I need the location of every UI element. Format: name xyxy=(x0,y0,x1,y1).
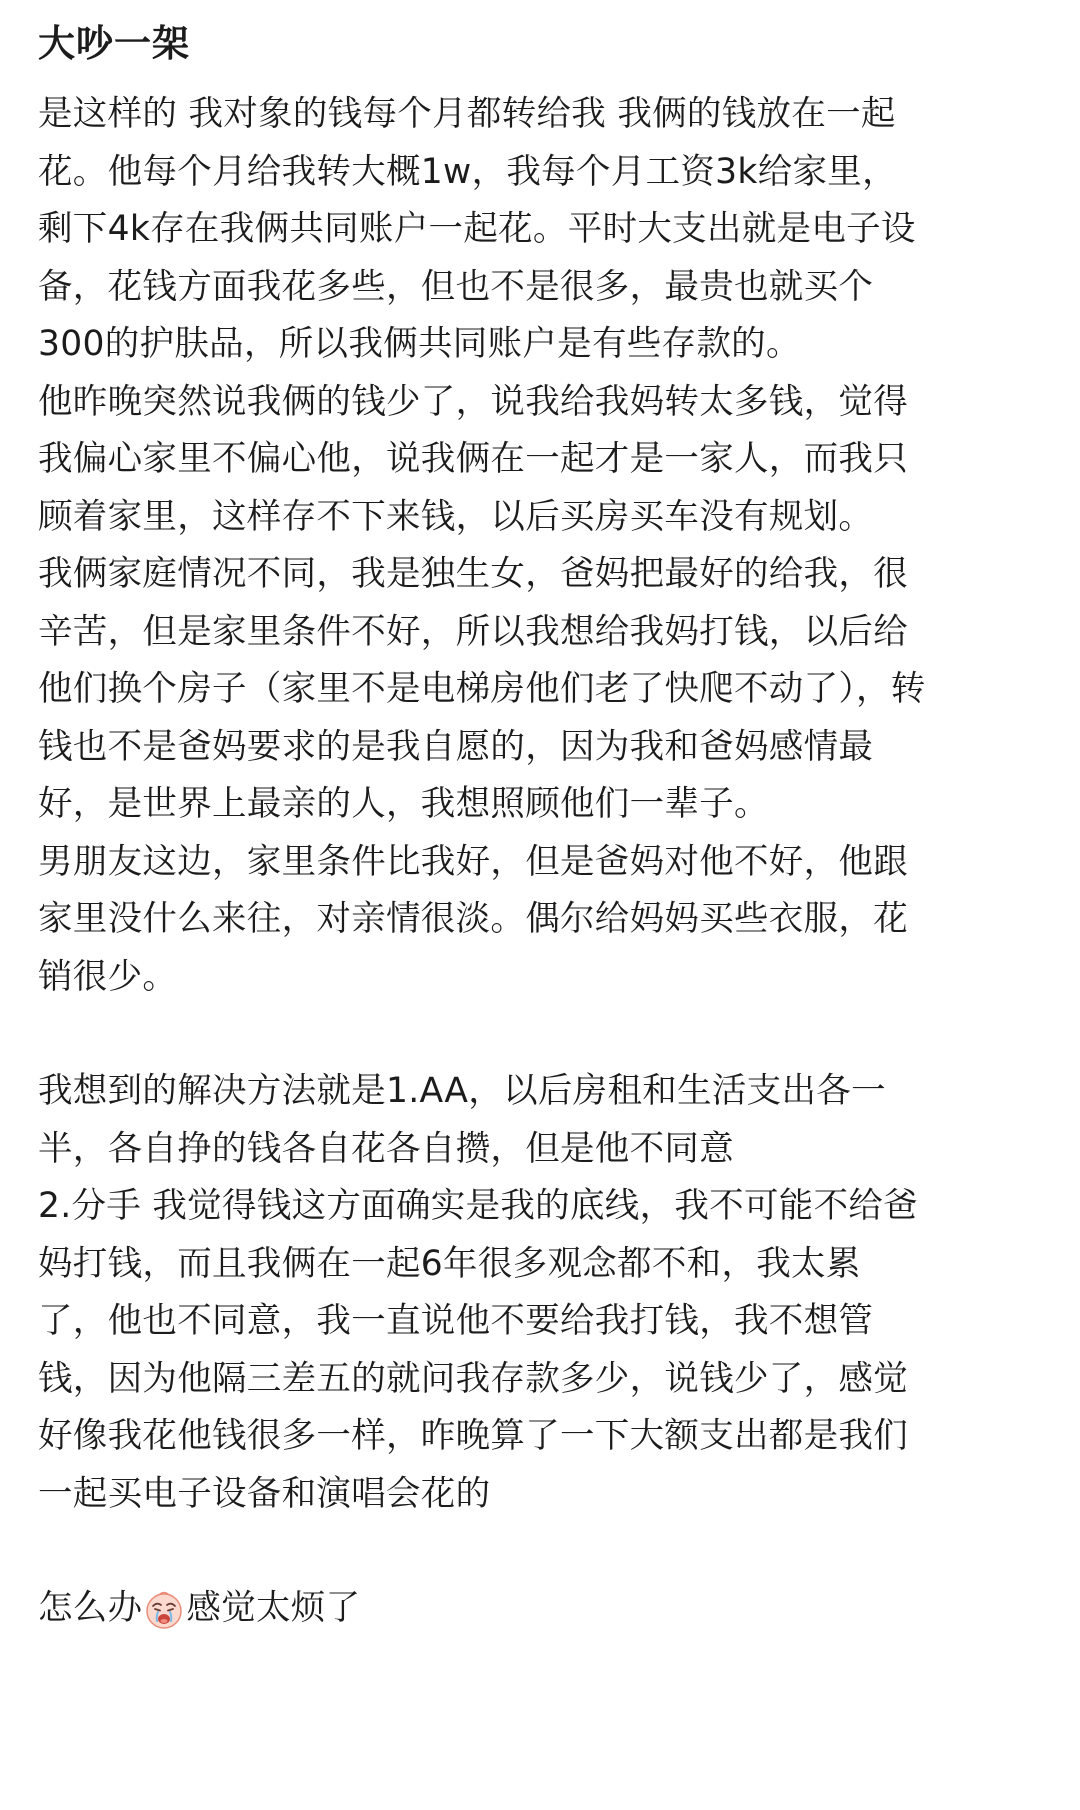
paragraph-5: 我想到的解决方法就是1.AA，以后房租和生活支出各一 半，各自挣的钱各自花各自攒，但是他不同意 xyxy=(38,1071,886,1169)
post-content xyxy=(38,86,1048,1638)
post xyxy=(38,0,1048,1638)
crying-face-icon xyxy=(144,1590,184,1630)
paragraph-3: 我俩家庭情况不同，我是独生女，爸妈把最好的给我，很 辛苦，但是家里条件不好，所以我想给我妈打钱，以后给 他们换个房子（家里不是电梯房他们老了快爬不动了），转 钱也不是爸妈要求的是我自愿的，因为我和爸妈感情最 好，是世界上最亲的人，我想照顾他们一辈子。 xyxy=(38,554,926,824)
post-title: 大吵一架 xyxy=(38,22,190,65)
blank-line xyxy=(38,1523,1048,1580)
closing-text-end: 感觉太烦了 xyxy=(186,1588,361,1628)
paragraph-1: 是这样的 我对象的钱每个月都转给我 我俩的钱放在一起 花。他每个月给我转大概1w，我每个月工资3k给家里， 剩下4k存在我俩共同账户一起花。平时大支出就是电子设 备，花钱方面我花多些，但也不是很多，最贵也就买个 300的护肤品，所以我俩共同账户是有些存款的。 xyxy=(38,94,916,364)
closing-text-start: 怎么办 xyxy=(38,1588,143,1628)
paragraph-4: 男朋友这边，家里条件比我好，但是爸妈对他不好，他跟 家里没什么来往，对亲情很淡。偶尔给妈妈买些衣服，花 销很少。 xyxy=(38,841,908,997)
blank-line xyxy=(38,1006,1048,1063)
paragraph-6: 2.分手 我觉得钱这方面确实是我的底线，我不可能不给爸 妈打钱，而且我俩在一起6年很多观念都不和，我太累 了，他也不同意，我一直说他不要给我打钱，我不想管 钱，因为他隔三差五的就问我存款多少，说钱少了，感觉 好像我花他钱很多一样，昨晚算了一下大额支出都是我们 一起买电子设备和演唱会花的 xyxy=(38,1186,918,1514)
closing-line xyxy=(38,1580,1048,1638)
paragraph-2: 他昨晚突然说我俩的钱少了，说我给我妈转太多钱，觉得 我偏心家里不偏心他，说我俩在一起才是一家人，而我只 顾着家里，这样存不下来钱，以后买房买车没有规划。 xyxy=(38,381,908,537)
